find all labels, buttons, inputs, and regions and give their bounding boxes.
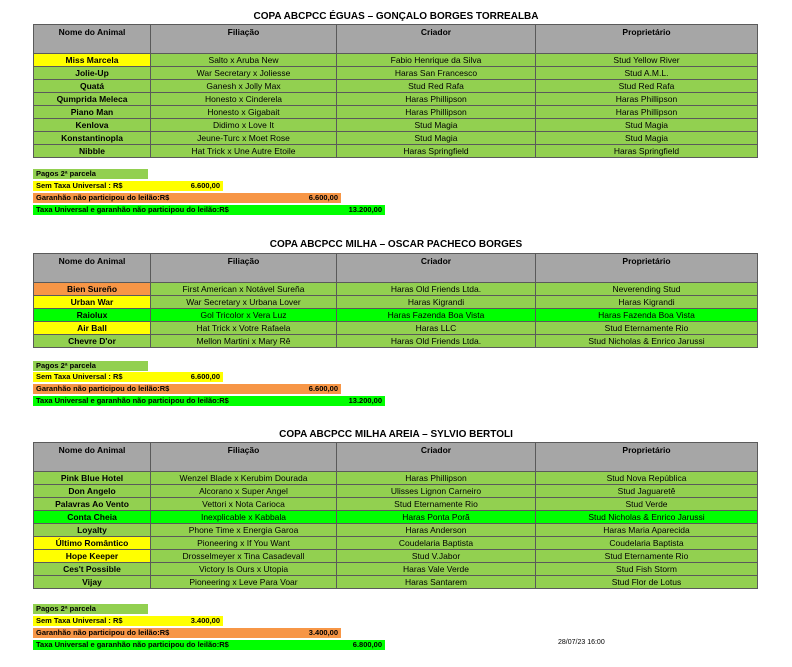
payment-line: Garanhão não participou do leilão:R$ 6.600,00: [33, 193, 341, 203]
table-header-row: [34, 254, 758, 283]
cell-proprietario: Stud Nova República: [536, 472, 758, 485]
header-name: Nome do Animal: [34, 25, 151, 54]
cell-criador: Haras Phillipson: [337, 472, 536, 485]
section-title: COPA ABCPCC MILHA – OSCAR PACHECO BORGES: [269, 239, 523, 250]
cell-name: Konstantinopla: [34, 132, 151, 145]
table-row: [34, 67, 758, 80]
cell-name: Jolie-Up: [34, 67, 151, 80]
cell-criador: Haras Old Friends Ltda.: [337, 283, 536, 296]
cell-criador: Coudelaria Baptista: [337, 537, 536, 550]
table-row: [34, 54, 758, 67]
cell-filiacao: Vettori x Nota Carioca: [151, 498, 337, 511]
table-row: [34, 563, 758, 576]
cell-name: Kenlova: [34, 119, 151, 132]
cell-proprietario: Stud Fish Storm: [536, 563, 758, 576]
cell-name: Conta Cheia: [34, 511, 151, 524]
cell-filiacao: War Secretary x Urbana Lover: [151, 296, 337, 309]
cell-filiacao: Gol Tricolor x Vera Luz: [151, 309, 337, 322]
table-row: [34, 80, 758, 93]
cell-name: Qumprida Meleca: [34, 93, 151, 106]
section-title: COPA ABCPCC ÉGUAS – GONÇALO BORGES TORREALBA: [253, 11, 539, 22]
table-row: [34, 119, 758, 132]
cell-criador: Stud Red Rafa: [337, 80, 536, 93]
cell-name: Raiolux: [34, 309, 151, 322]
table-header-row: [34, 25, 758, 54]
race-table: [33, 442, 758, 589]
table-row: [34, 283, 758, 296]
cell-proprietario: Neverending Stud: [536, 283, 758, 296]
cell-proprietario: Stud Magia: [536, 132, 758, 145]
cell-criador: Fabio Henrique da Silva: [337, 54, 536, 67]
cell-proprietario: Haras Kigrandi: [536, 296, 758, 309]
table-row: [34, 550, 758, 563]
cell-name: Air Ball: [34, 322, 151, 335]
race-table-body: [34, 254, 758, 348]
cell-criador: Haras Springfield: [337, 145, 536, 158]
cell-filiacao: Didimo x Love It: [151, 119, 337, 132]
cell-proprietario: Stud Nicholas & Enrico Jarussi: [536, 335, 758, 348]
cell-proprietario: Stud Eternamente Rio: [536, 550, 758, 563]
cell-name: Ces't Possible: [34, 563, 151, 576]
cell-filiacao: Phone Time x Energia Garoa: [151, 524, 337, 537]
cell-proprietario: Stud A.M.L.: [536, 67, 758, 80]
table-row: [34, 93, 758, 106]
cell-filiacao: Pioneering x Leve Para Voar: [151, 576, 337, 589]
payment-line: Taxa Universal e garanhão não participou do leilão:R$ 6.800,00: [33, 640, 385, 650]
cell-name: Vijay: [34, 576, 151, 589]
cell-filiacao: Inexplicable x Kabbala: [151, 511, 337, 524]
cell-criador: Haras Ponta Porã: [337, 511, 536, 524]
cell-proprietario: Stud Yellow River: [536, 54, 758, 67]
header-name: Nome do Animal: [34, 443, 151, 472]
cell-name: Chevre D'or: [34, 335, 151, 348]
cell-filiacao: War Secretary x Joliesse: [151, 67, 337, 80]
table-row: [34, 576, 758, 589]
table-row: [34, 485, 758, 498]
payment-line: Sem Taxa Universal : R$ 3.400,00: [33, 616, 223, 626]
header-filiacao: Filiação: [151, 443, 337, 472]
table-row: [34, 335, 758, 348]
cell-proprietario: Stud Eternamente Rio: [536, 322, 758, 335]
payments-heading: Pagos 2ª parcela: [33, 361, 148, 371]
table-row: [34, 498, 758, 511]
cell-filiacao: Victory Is Ours x Utopia: [151, 563, 337, 576]
cell-filiacao: Wenzel Blade x Kerubim Dourada: [151, 472, 337, 485]
race-table: [33, 253, 758, 348]
cell-filiacao: Drosselmeyer x Tina Casadevall: [151, 550, 337, 563]
cell-criador: Stud Magia: [337, 132, 536, 145]
cell-proprietario: Haras Phillipson: [536, 106, 758, 119]
race-table-body: [34, 25, 758, 158]
race-table: [33, 24, 758, 158]
table-row: [34, 472, 758, 485]
header-filiacao: Filiação: [151, 254, 337, 283]
payment-line: Garanhão não participou do leilão:R$ 3.400,00: [33, 628, 341, 638]
cell-filiacao: Ganesh x Jolly Max: [151, 80, 337, 93]
cell-proprietario: Stud Magia: [536, 119, 758, 132]
cell-criador: Haras Vale Verde: [337, 563, 536, 576]
cell-proprietario: Haras Phillipson: [536, 93, 758, 106]
cell-name: Último Romântico: [34, 537, 151, 550]
header-criador: Criador: [337, 443, 536, 472]
header-name: Nome do Animal: [34, 254, 151, 283]
cell-name: Don Angelo: [34, 485, 151, 498]
cell-criador: Haras Phillipson: [337, 106, 536, 119]
table-row: [34, 145, 758, 158]
cell-filiacao: Salto x Aruba New: [151, 54, 337, 67]
cell-filiacao: Hat Trick x Votre Rafaela: [151, 322, 337, 335]
header-criador: Criador: [337, 25, 536, 54]
table-header-row: [34, 443, 758, 472]
header-proprietario: Proprietário: [536, 254, 758, 283]
payment-line: Sem Taxa Universal : R$ 6.600,00: [33, 372, 223, 382]
payment-line: Garanhão não participou do leilão:R$ 6.600,00: [33, 384, 341, 394]
cell-filiacao: Pioneering x If You Want: [151, 537, 337, 550]
cell-name: Bien Sureño: [34, 283, 151, 296]
cell-filiacao: Alcorano x Super Angel: [151, 485, 337, 498]
cell-criador: Haras Fazenda Boa Vista: [337, 309, 536, 322]
table-row: [34, 524, 758, 537]
payments-heading: Pagos 2ª parcela: [33, 169, 148, 179]
cell-criador: Haras Anderson: [337, 524, 536, 537]
cell-filiacao: Hat Trick x Une Autre Etoile: [151, 145, 337, 158]
cell-criador: Haras San Francesco: [337, 67, 536, 80]
cell-filiacao: First American x Notável Sureña: [151, 283, 337, 296]
cell-name: Hope Keeper: [34, 550, 151, 563]
cell-filiacao: Honesto x Cinderela: [151, 93, 337, 106]
cell-filiacao: Mellon Martini x Mary Rê: [151, 335, 337, 348]
table-row: [34, 511, 758, 524]
cell-name: Nibble: [34, 145, 151, 158]
cell-proprietario: Stud Flor de Lotus: [536, 576, 758, 589]
cell-criador: Stud Magia: [337, 119, 536, 132]
cell-criador: Haras Phillipson: [337, 93, 536, 106]
cell-proprietario: Haras Fazenda Boa Vista: [536, 309, 758, 322]
header-filiacao: Filiação: [151, 25, 337, 54]
payments-heading: Pagos 2ª parcela: [33, 604, 148, 614]
cell-criador: Stud Eternamente Rio: [337, 498, 536, 511]
cell-filiacao: Honesto x Gigabait: [151, 106, 337, 119]
print-timestamp: 28/07/23 16:00: [558, 639, 605, 646]
cell-proprietario: Stud Nicholas & Enrico Jarussi: [536, 511, 758, 524]
table-row: [34, 309, 758, 322]
cell-criador: Stud V.Jabor: [337, 550, 536, 563]
header-proprietario: Proprietário: [536, 443, 758, 472]
table-row: [34, 132, 758, 145]
header-proprietario: Proprietário: [536, 25, 758, 54]
cell-name: Miss Marcela: [34, 54, 151, 67]
cell-name: Pink Blue Hotel: [34, 472, 151, 485]
cell-name: Quatá: [34, 80, 151, 93]
section-title: COPA ABCPCC MILHA AREIA – SYLVIO BERTOLI: [279, 429, 513, 440]
race-table-body: [34, 443, 758, 589]
cell-name: Loyalty: [34, 524, 151, 537]
cell-proprietario: Haras Maria Aparecida: [536, 524, 758, 537]
table-row: [34, 322, 758, 335]
table-row: [34, 537, 758, 550]
table-row: [34, 106, 758, 119]
cell-criador: Haras Kigrandi: [337, 296, 536, 309]
cell-criador: Haras LLC: [337, 322, 536, 335]
cell-criador: Ulisses Lignon Carneiro: [337, 485, 536, 498]
cell-filiacao: Jeune-Turc x Moet Rose: [151, 132, 337, 145]
cell-name: Urban War: [34, 296, 151, 309]
cell-proprietario: Stud Red Rafa: [536, 80, 758, 93]
payment-line: Sem Taxa Universal : R$ 6.600,00: [33, 181, 223, 191]
payment-line: Taxa Universal e garanhão não participou do leilão:R$ 13.200,00: [33, 205, 385, 215]
cell-criador: Haras Old Friends Ltda.: [337, 335, 536, 348]
cell-name: Piano Man: [34, 106, 151, 119]
cell-proprietario: Haras Springfield: [536, 145, 758, 158]
cell-proprietario: Stud Verde: [536, 498, 758, 511]
cell-proprietario: Stud Jaguaretê: [536, 485, 758, 498]
cell-name: Palavras Ao Vento: [34, 498, 151, 511]
payment-line: Taxa Universal e garanhão não participou do leilão:R$ 13.200,00: [33, 396, 385, 406]
table-row: [34, 296, 758, 309]
cell-criador: Haras Santarem: [337, 576, 536, 589]
cell-proprietario: Coudelaria Baptista: [536, 537, 758, 550]
header-criador: Criador: [337, 254, 536, 283]
